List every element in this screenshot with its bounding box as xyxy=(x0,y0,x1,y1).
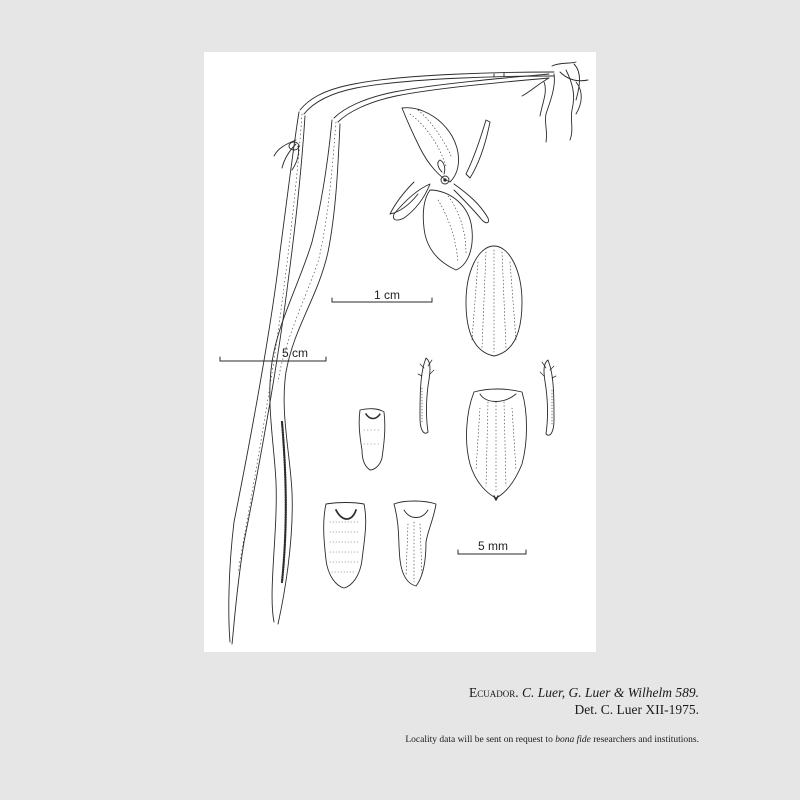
note-text-emphasis: bona fide xyxy=(555,735,591,745)
note-text-before: Locality data will be sent on request to xyxy=(405,735,553,745)
flower-drawing xyxy=(390,108,490,270)
dorsal-sepal-drawing xyxy=(466,246,522,356)
synsepal-drawing xyxy=(467,389,527,500)
leaf-drawing xyxy=(270,120,340,624)
country-label: Ecuador. xyxy=(468,685,519,700)
petal-drawing xyxy=(540,360,556,435)
lip-drawing xyxy=(359,409,385,470)
plate-drawing xyxy=(204,52,596,652)
note-text-after: researchers and institutions. xyxy=(593,735,699,745)
roots-drawing xyxy=(522,62,588,142)
petal-drawing xyxy=(418,358,434,433)
specimen-caption xyxy=(469,684,699,718)
determination-line: Det. C. Luer XII-1975. xyxy=(574,702,699,717)
botanical-plate xyxy=(204,52,596,652)
leaf-drawing xyxy=(229,112,305,644)
collection-line xyxy=(469,684,699,701)
lip-drawing xyxy=(394,501,436,586)
scale-label-5mm: 5 mm xyxy=(478,539,508,553)
stems-drawing xyxy=(300,72,554,122)
dried-flower-drawing xyxy=(274,140,299,170)
collectors-label: C. Luer, G. Luer & Wilhelm 589. xyxy=(521,685,699,700)
scale-label-5cm: 5 cm xyxy=(282,346,309,360)
scale-label-1cm: 1 cm xyxy=(374,288,401,302)
locality-note xyxy=(405,735,699,745)
lip-drawing xyxy=(324,503,366,589)
